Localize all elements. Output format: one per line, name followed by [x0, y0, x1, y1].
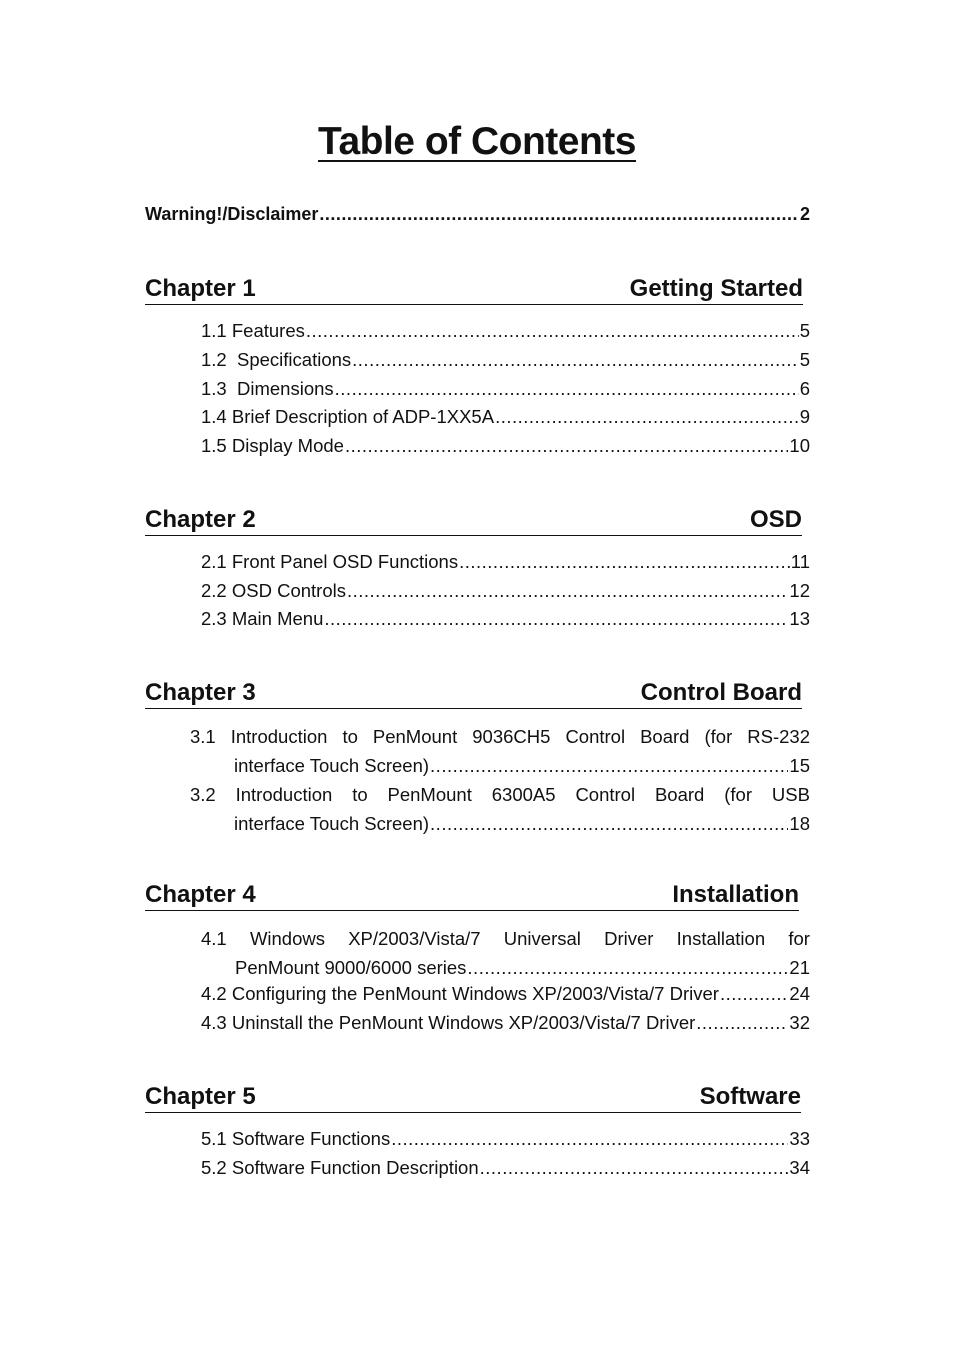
dot-leader: [495, 406, 799, 428]
dot-leader: [306, 320, 799, 342]
toc-entry-3-1[interactable]: [190, 722, 810, 780]
toc-entry-label: interface Touch Screen): [234, 813, 430, 834]
page-title: Table of Contents: [318, 120, 636, 163]
toc-entry-1-2[interactable]: [201, 349, 810, 371]
dot-leader: [391, 1128, 788, 1150]
chapter-number: Chapter 2: [145, 506, 256, 533]
dot-leader: [430, 751, 788, 780]
dot-leader: [345, 435, 788, 457]
toc-entry-1-1[interactable]: [201, 320, 810, 342]
toc-entry-first-line: 4.1 Windows XP/2003/Vista/7 Universal Driver Installation for: [201, 928, 810, 949]
toc-entry-page: 24: [789, 983, 810, 1004]
toc-entry-5-1[interactable]: [201, 1128, 810, 1150]
toc-entry-label: 5.1 Software Functions: [201, 1128, 391, 1149]
dot-leader: [467, 953, 788, 982]
toc-entry-1-3[interactable]: [201, 378, 810, 400]
toc-entry-page: 10: [789, 435, 810, 456]
toc-entry-label: Warning!/Disclaimer: [145, 204, 319, 224]
chapter-5-heading[interactable]: [145, 1078, 801, 1113]
toc-entry-page: 5: [799, 320, 810, 341]
dot-leader: [324, 608, 788, 630]
chapter-3-heading[interactable]: [145, 674, 802, 709]
toc-entry-page: 15: [789, 755, 810, 776]
toc-entry-2-2[interactable]: [201, 580, 810, 602]
toc-entry-label: 2.3 Main Menu: [201, 608, 324, 629]
toc-entry-page: 18: [789, 813, 810, 834]
chapter-title: Installation: [672, 881, 799, 908]
dot-leader: [352, 349, 799, 371]
toc-entry-label: interface Touch Screen): [234, 755, 430, 776]
toc-entry-page: 34: [789, 1157, 810, 1178]
chapter-number: Chapter 1: [145, 275, 256, 302]
dot-leader: [480, 1157, 789, 1179]
chapter-1-heading[interactable]: [145, 270, 803, 305]
chapter-title: OSD: [749, 506, 802, 533]
toc-entry-page: 13: [789, 608, 810, 629]
chapter-title: Control Board: [640, 679, 802, 706]
toc-entry-1-4[interactable]: [201, 406, 810, 428]
dot-leader: [459, 551, 790, 573]
toc-entry-page: 6: [799, 378, 810, 399]
toc-entry-page: 9: [799, 406, 810, 427]
chapter-number: Chapter 4: [145, 881, 256, 908]
dot-leader: [430, 809, 788, 838]
toc-entry-label: 4.2 Configuring the PenMount Windows XP/2003/Vista/7 Driver: [201, 983, 719, 1004]
toc-entry-label: 1.3 Dimensions: [201, 378, 334, 399]
toc-entry-page: 5: [799, 349, 810, 370]
toc-entry-page: 32: [789, 1012, 810, 1033]
toc-entry-label: 2.2 OSD Controls: [201, 580, 346, 601]
toc-entry-4-1[interactable]: [201, 924, 810, 982]
toc-entry-second-line: [190, 751, 810, 780]
chapter-4-heading[interactable]: [145, 876, 799, 911]
toc-entry-label: 1.1 Features: [201, 320, 305, 341]
toc-entry-warning[interactable]: [145, 204, 810, 225]
chapter-number: Chapter 5: [145, 1083, 256, 1110]
chapter-2-heading[interactable]: [145, 501, 802, 536]
toc-entry-label: 1.2 Specifications: [201, 349, 352, 370]
toc-entry-3-2[interactable]: [190, 780, 810, 838]
toc-entry-page: 33: [789, 1128, 810, 1149]
toc-entry-first-line: 3.1 Introduction to PenMount 9036CH5 Control Board (for RS-232: [190, 726, 810, 747]
toc-entry-5-2[interactable]: [201, 1157, 810, 1179]
dot-leader: [720, 983, 788, 1005]
toc-entry-2-1[interactable]: [201, 551, 810, 573]
toc-entry-label: 1.4 Brief Description of ADP-1XX5A: [201, 406, 495, 427]
toc-entry-4-2[interactable]: [201, 983, 810, 1005]
toc-entry-label: 1.5 Display Mode: [201, 435, 344, 456]
toc-entry-first-line: 3.2 Introduction to PenMount 6300A5 Control Board (for USB: [190, 784, 810, 805]
toc-entry-label: 5.2 Software Function Description: [201, 1157, 479, 1178]
toc-entry-page: 2: [799, 204, 810, 224]
toc-entry-label: 4.3 Uninstall the PenMount Windows XP/2003/Vista/7 Driver: [201, 1012, 696, 1033]
toc-entry-second-line: [201, 953, 810, 982]
toc-entry-1-5[interactable]: [201, 435, 810, 457]
chapter-number: Chapter 3: [145, 679, 256, 706]
dot-leader: [696, 1012, 788, 1034]
chapter-title: Getting Started: [629, 275, 803, 302]
toc-entry-2-3[interactable]: [201, 608, 810, 630]
dot-leader: [335, 378, 799, 400]
toc-entry-page: 12: [789, 580, 810, 601]
dot-leader: [347, 580, 788, 602]
dot-leader: [319, 204, 799, 225]
toc-entry-4-3[interactable]: [201, 1012, 810, 1034]
toc-entry-page: 11: [790, 551, 810, 572]
toc-entry-page: 21: [789, 957, 810, 978]
chapter-title: Software: [699, 1083, 801, 1110]
toc-entry-label: PenMount 9000/6000 series: [235, 957, 467, 978]
toc-entry-label: 2.1 Front Panel OSD Functions: [201, 551, 459, 572]
toc-entry-second-line: [190, 809, 810, 838]
